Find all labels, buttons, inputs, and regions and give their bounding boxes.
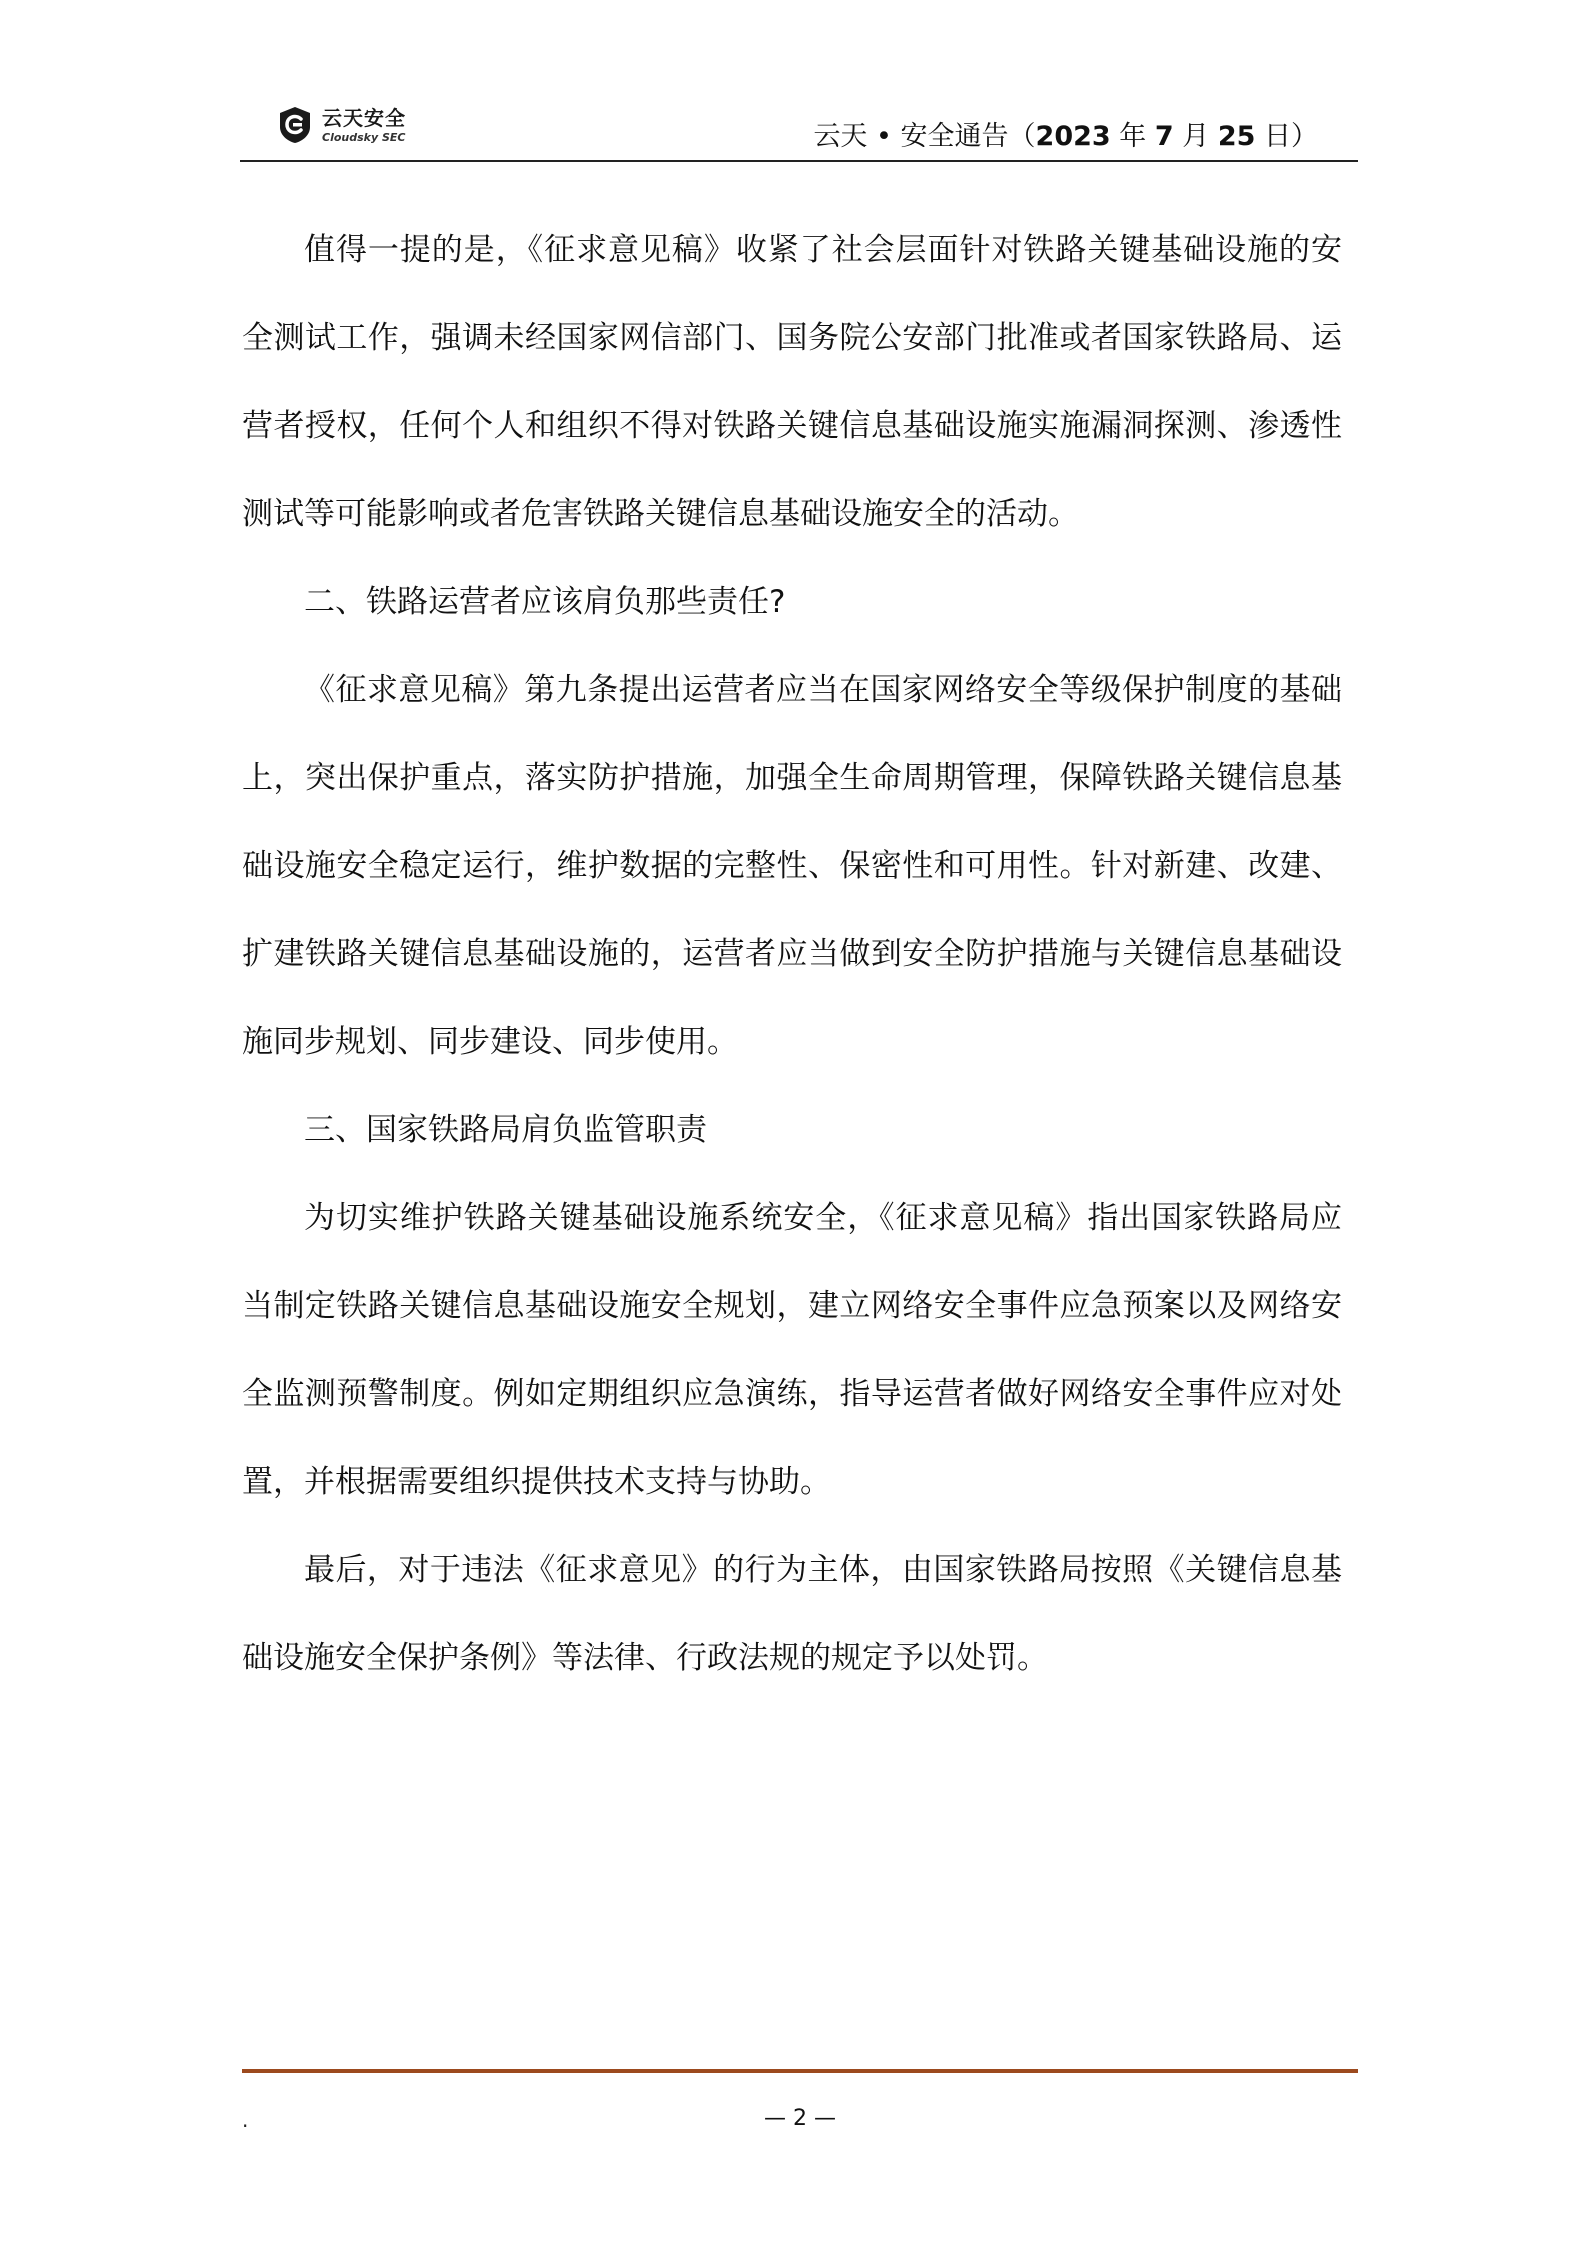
title-year-unit: 年 xyxy=(1110,121,1155,152)
body-paragraph: 为切实维护铁路关键基础设施系统安全，《征求意见稿》指出国家铁路局应当制定铁路关键信息基础设施安全规划，建立网络安全事件应急预案以及网络安全监测预警制度。例如定期组织应急演练，指导运营者做好网络安全事件应对处置，并根据需要组织提供技术支持与协助。 xyxy=(242,1200,1342,1500)
title-suffix: 日） xyxy=(1255,121,1318,152)
logo-text xyxy=(322,105,406,144)
logo-chinese-name: 云天安全 xyxy=(322,105,406,130)
company-logo xyxy=(275,101,406,149)
title-year: 2023 xyxy=(1035,121,1111,152)
footer-divider xyxy=(242,2069,1358,2073)
title-month-unit: 月 xyxy=(1173,121,1218,152)
body-paragraph: 最后，对于违法《征求意见》的行为主体，由国家铁路局按照《关键信息基础设施安全保护条例》等法律、行政法规的规定予以处罚。 xyxy=(242,1552,1342,1676)
logo-english-name: Cloudsky SEC xyxy=(322,130,406,144)
cloudsky-shield-logo-icon xyxy=(275,105,315,145)
title-day: 25 xyxy=(1217,121,1256,152)
title-month: 7 xyxy=(1154,121,1174,152)
body-paragraph: 值得一提的是，《征求意见稿》收紧了社会层面针对铁路关键基础设施的安全测试工作，强调未经国家网信部门、国务院公安部门批准或者国家铁路局、运营者授权，任何个人和组织不得对铁路关键信息基础设施实施漏洞探测、渗透性测试等可能影响或者危害铁路关键信息基础设施安全的活动。 xyxy=(242,232,1342,532)
page-number: — 2 — xyxy=(764,2106,836,2131)
body-paragraph: 《征求意见稿》第九条提出运营者应当在国家网络安全等级保护制度的基础上，突出保护重点，落实防护措施，加强全生命周期管理，保障铁路关键信息基础设施安全稳定运行，维护数据的完整性、保密性和可用性。针对新建、改建、扩建铁路关键信息基础设施的，运营者应当做到安全防护措施与关键信息基础设施同步规划、同步建设、同步使用。 xyxy=(242,672,1342,1060)
title-prefix: 云天 • 安全通告（ xyxy=(813,121,1036,152)
page-header xyxy=(240,96,1358,162)
header-divider xyxy=(240,160,1358,162)
section-heading: 二、铁路运营者应该肩负那些责任? xyxy=(304,584,786,620)
document-title xyxy=(813,114,1318,153)
section-heading: 三、国家铁路局肩负监管职责 xyxy=(304,1112,707,1148)
footer-dot: . xyxy=(242,2108,249,2132)
document-body xyxy=(242,206,1342,1702)
